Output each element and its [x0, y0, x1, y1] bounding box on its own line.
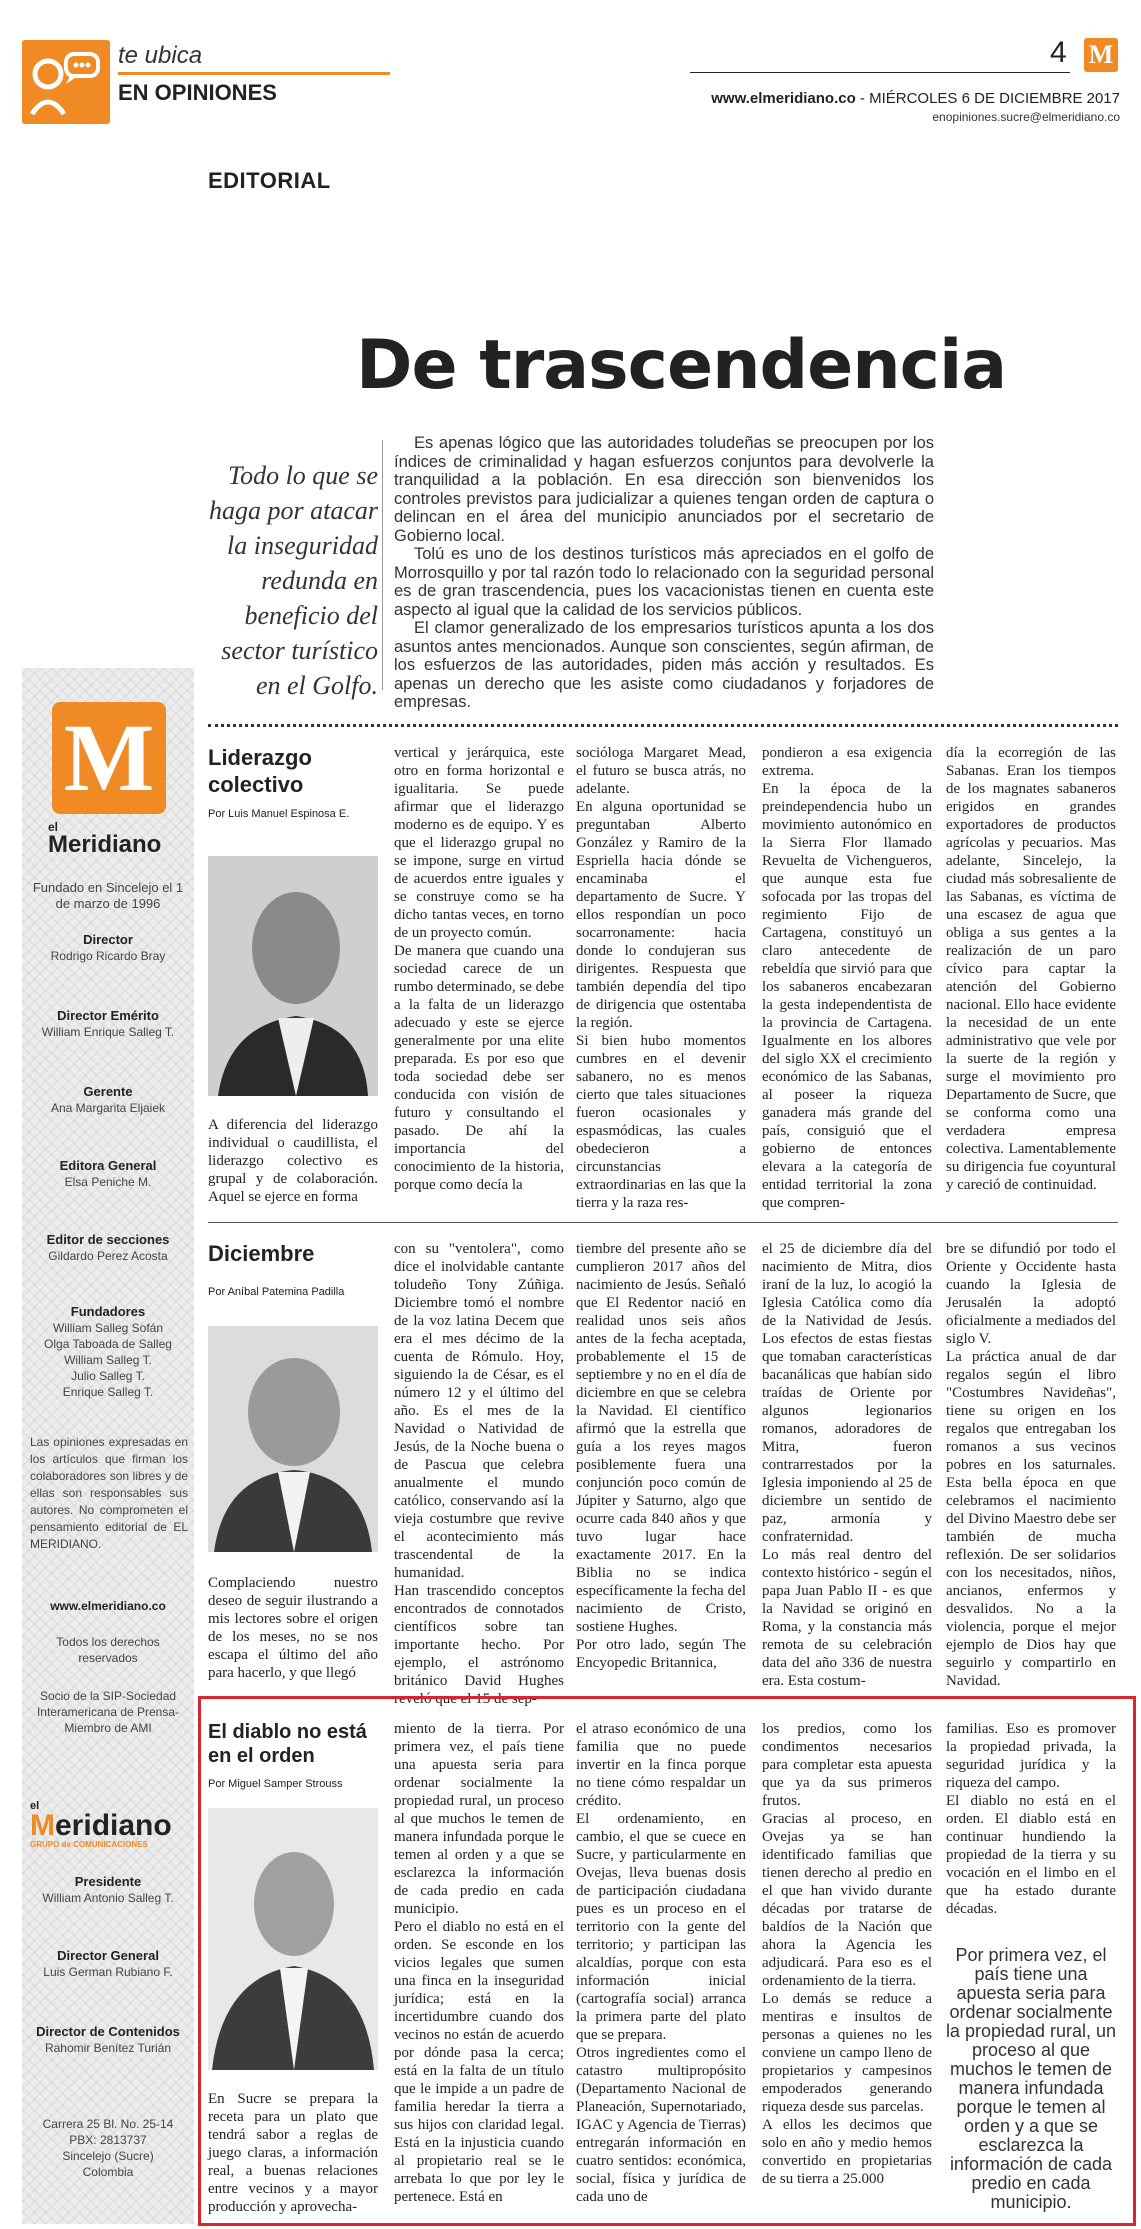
article-byline: Por Luis Manuel Espinosa E. [208, 808, 350, 820]
section-name: EN OPINIONES [118, 80, 277, 105]
founded-note: Fundado en Sincelejo el 1 de marzo de 1996 [32, 880, 184, 911]
article-column: bre se difundió por todo el Oriente y Occidente hasta cuando la Iglesia de Jerusalén la adoptó oficialmente a mediados del siglo V. La práctica anual de dar regalos según el libro "Costumbres Navideñas", tiene su origen en los regalos que entregaban los romanos a sus vecinos pobres en los saturnales. Esta bella época en que celebramos el nacimiento del Divino Maestro debe ser también de mucha reflexión. De ser solidarios con los necesitados, niños, ancianos, enfermos y desvalidos. No a la violencia, porque el mejor ejemplo de Dios hay que seguirlo y compartirlo en Navidad. [946, 1241, 1116, 1689]
section-logo [22, 40, 110, 124]
author-photo [208, 856, 378, 1096]
editorial-separator [208, 724, 1118, 727]
article-separator [208, 1222, 1118, 1223]
editorial-paragraph: Es apenas lógico que las autoridades toludeñas se preocupen por los índices de criminalidad y hagan esfuerzos conjuntos para devolverle la tranquilidad a la población. En esa dirección son bienvenidos los controles previstos para judicializar a quienes tengan orden de captura o delincan en el área del municipio anunciados por el secretario de Gobierno local. [394, 434, 934, 545]
staff-editora-general: Editora General Elsa Peniche M. [59, 1158, 157, 1189]
author-portrait-icon [208, 856, 378, 1096]
founders: Fundadores William Salleg Sofán Olga Taboada de Salleg William Salleg T. Julio Salleg T. Enrique Salleg T. [44, 1304, 172, 1399]
editorial-pullquote: Todo lo que se haga por atacar la inseguridad redunda en beneficio del sector turístico en el Golfo. [209, 461, 378, 700]
editorial-headline: De trascendencia [356, 326, 1007, 405]
editorial-label: EDITORIAL [208, 168, 331, 193]
article-column: con su "ventolera", como dice el inolvidable cantante toludeño Tony Zúñiga. Diciembre tomó el nombre de la voz latina Decem que era el mes décimo de la cuenta de Rómulo. Hoy, siguiendo la de César, es el número 12 y el último del año. Es el mes de la Navidad o Natividad de Jesús, de la Noche buena o de Pascua que celebra anualmente el mundo católico, conservando así la vieja costumbre que revive el acontecimiento más trascendental de la humanidad. Han trascendido conceptos encontrados de connotados científicos sobre tan importante hecho. Por ejemplo, el astrónomo británico David Hughes reveló que el 15 de sep- [394, 1241, 564, 1707]
article-lead: A diferencia del liderazgo individual o caudillista, el liderazgo colectivo es grupal y de colaboración. Aquel se ejerce en forma [208, 1117, 378, 1205]
grupo-logo: el Meridiano GRUPO de COMUNICACIONES [30, 1800, 172, 1849]
editorial-body [394, 434, 934, 712]
address: Carrera 25 Bl. No. 25-14 PBX: 2813737 Sincelejo (Sucre) Colombia [42, 2117, 174, 2179]
staff-editor-secciones: Editor de secciones Gildardo Perez Acosta [46, 1232, 170, 1263]
author-portrait-icon [208, 1326, 378, 1552]
site-url[interactable]: www.elmeridiano.co [711, 90, 856, 107]
staff-director: Director Rodrigo Ricardo Bray [50, 932, 166, 963]
page-number: 4 [1050, 36, 1067, 69]
article-pullquote: Por primera vez, el país tiene una apuesta seria para ordenar socialmente la propiedad rural, un proceso al que muchos le temen de manera infundada porque le temen al orden y a que se esclarezca la información de cada predio en cada municipio. [945, 1945, 1117, 2212]
sip-membership: Socio de la SIP-Sociedad Interamericana de Prensa-Miembro de AMI [36, 1689, 180, 1735]
author-portrait-icon [208, 1808, 378, 2070]
article-column: tiembre del presente año se cumplieron 2017 años del nacimiento de Jesús. Señaló que El Redentor nació en realidad unos seis años antes de la fecha aceptada, probablemente el 15 de septiembre y no en el día de diciembre en que se celebra la Navidad. El científico afirmó que la estrella que guía a los reyes magos posiblemente fuera una conjunción poco común de Júpiter y Saturno, algo que ocurre cada 840 años y que tuvo lugar hace exactamente 2017. En la Biblia no se indica específicamente la fecha del nacimiento de Cristo, sostiene Hughes. Por otro lado, según The Encyopedic Britannica, [576, 1241, 746, 1671]
article-column: día la ecorregión de las Sabanas. Eran los tiempos de los magnates sabaneros erigidos en grandes exportadores de productos agrícolas y pecuarios. Mas adelante, Sincelejo, la ciudad más sobresaliente de las Sabanas, es víctima de una escasez de agua que obliga a sus gentes a la realización de un paro cívico para captar la atención del Gobierno nacional. Ello hace evidente la necesidad de un ente administrativo que vele por la suerte de la región y surge el movimiento pro Departamento de Sucre, que se conforma como una verdadera empresa colectiva. Lamentablemente su dirigencia fue coyuntural y careció de continuidad. [946, 745, 1116, 1193]
staff-director-general: Director General Luis German Rubiano F. [43, 1948, 173, 1979]
article-column: socióloga Margaret Mead, el futuro se busca atrás, no adelante. En alguna oportunidad se preguntaban Alberto González y Ramiro de la Espriella hacia dónde se encaminaba el departamento de Sucre. Y ellos respondían un poco socarronamente: hacia donde lo condujeran sus dirigentes. Respuesta que también dependía del tipo de dirigencia que ostentaba la región. Si bien hubo momentos cumbres en el devenir sabanero, no es menos cierto que tales situaciones fueron ocasionales y espasmódicas, las cuales obedecieron a circunstancias extraordinarias en las que la tierra y la raza res- [576, 745, 746, 1211]
article-column: los predios, como los condimentos necesarios para completar esta apuesta que ya da sus primeros frutos. Gracias al proceso, en Ovejas ya se han identificado familias que tienen derecho al predio en el que han vivido durante décadas por tratarse de baldíos de la Nación que ahora la Agencia les adjudicará. Para eso es el ordenamiento de la tierra. Lo demás se reduce a mentiras e insultos de personas a quienes no les conviene un campo lleno de propietarios y campesinos empoderados generando riqueza desde sus parcelas. A ellos les decimos que solo en año y medio hemos convertido en propietarias de su tierra a 25.000 [762, 1721, 932, 2187]
disclaimer: Las opiniones expresadas en los artículos que firman los colaboradores son libres y de ellas son responsables sus autores. No comprometen el pensamiento editorial de EL MERIDIANO. [30, 1435, 188, 1551]
article-title: Diciembre [208, 1241, 315, 1266]
brand-wordmark [48, 820, 178, 856]
header-rule [690, 72, 1070, 73]
author-photo [208, 1808, 378, 2070]
article-column: vertical y jerárquica, este otro en forma horizontal e igualitaria. Se puede afirmar que el liderazgo moderno es de equipo. Y es que el liderazgo grupal no se impone, surge en virtud de acuerdos entre iguales y se construye como se ha dicho tantas veces, en torno de un proyecto común. De manera que cuando una sociedad carece de un rumbo determinado, se debe a la falta de un liderazgo adecuado y este se ejerce generalmente por una elite preparada. Es por eso que toda sociedad debe ser conducida con visión de futuro y consultando el pasado. De ahí la importancia del conocimiento de la historia, porque como decía la [394, 745, 564, 1193]
staff-director-contenidos: Director de Contenidos Rahomir Benítez Turián [36, 2024, 180, 2055]
editorial-divider [382, 440, 383, 690]
author-photo [208, 1326, 378, 1552]
brand-el: el [48, 820, 59, 834]
article-column: pondieron a esa exigencia extrema. En la época de la preindependencia hubo un movimiento autonómico en la Sierra Flor llamado Revuelta de Vichengueros, que aunque esta fue sofocada por las tropas del regimiento Fijo de Cartagena, constituyó un claro antecedente de rebeldía que sirvió para que los sabaneros encabezaran la gesta independentista de la provincia de Cartagena. Igualmente en los albores del siglo XX el crecimiento económico de las Sabanas, al poseer la riqueza ganadera más grande del país, consiguió que el gobierno de entonces elevara a la categoría de entidad territorial la zona que compren- [762, 745, 932, 1211]
article-column: familias. Eso es promover la propiedad privada, la seguridad jurídica y la riqueza del campo. El diablo no está en el orden. El diablo está en continuar hundiendo la propiedad de la tierra y su vocación en el limbo en el que ha estado durante décadas. [946, 1721, 1116, 1917]
contact-email[interactable]: enopiniones.sucre@elmeridiano.co [932, 110, 1120, 124]
article-title: Liderazgo colectivo [208, 745, 312, 797]
article-column: miento de la tierra. Por primera vez, el país tiene una apuesta seria para ordenar socialmente la propiedad rural, un proceso al que muchos le temen de manera infundada porque le temen al orden y a que se esclarezca la información de cada predio en cada municipio. Pero el diablo no está en el orden. Se esconde en los vicios legales que sumen una finca en la inseguridad jurídica; está en la incertidumbre cuando dos vecinos no están de acuerdo por dónde pasa la cerca; está en la falta de un título que le impide a un padre de familia heredar la tierra a sus hijos con claridad legal. Está en la injusticia cuando al propietario real se le arrebata lo que por ley le pertenece. Está en [394, 1721, 564, 2205]
article-title: El diablo no está en el orden [208, 1721, 367, 1767]
kicker-underline [118, 72, 390, 75]
editorial-paragraph: Tolú es uno de los destinos turísticos más apreciados en el golfo de Morrosquillo y por tal razón todo lo relacionado con la seguridad personal es de gran trascendencia, pues los vacacionistas tienen en cuenta este aspecto al igual que la calidad de los servicios públicos. [394, 545, 934, 619]
meridiano-logo: M [52, 702, 166, 814]
sidebar-website[interactable]: www.elmeridiano.co [50, 1599, 166, 1613]
section-kicker: te ubica [118, 42, 203, 69]
masthead-sidebar [22, 668, 194, 2224]
article-byline: Por Miguel Samper Strouss [208, 1778, 343, 1790]
rights-note: Todos los derechos reservados [56, 1635, 160, 1665]
article-column: el atraso económico de una familia que no puede invertir en la finca porque no tiene cómo respaldar un crédito. El ordenamiento, en cambio, el que se cuece en Sucre, y particularmente en Ovejas, lleva buenas dosis de participación ciudadana pues es un proceso en el territorio con la gente del territorio; y participan las alcaldías, porque con esta información inicial (cartografía social) arranca la primera parte del plato que se prepara. Otros ingredientes como el catastro multipropósito (Departamento Nacional de Planeación, Supernotariado, IGAC y Agencia de Tierras) entregarán información en cuatro sentidos: económica, social, física y jurídica de cada uno de [576, 1721, 746, 2205]
meridiano-mini-logo: M [1084, 38, 1118, 72]
brand-name: Meridiano [48, 831, 162, 858]
article-lead: Complaciendo nuestro deseo de seguir ilustrando a mis lectores sobre el origen de los meses, no se nos escapa el último del año para hacerlo, y que llegó [208, 1575, 378, 1681]
staff-gerente: Gerente Ana Margarita Eljaiek [50, 1084, 166, 1115]
article-column: el 25 de diciembre día del nacimiento de Mitra, dios iraní de la luz, lo acogió la Iglesia Católica como día de la Natividad de Jesús. Los efectos de estas fiestas que tomaban características bacanálicas que habían sido traídas de Oriente por algunos legionarios romanos, adoradores de Mitra, fueron contrarrestados por la Iglesia imponiendo al 25 de diciembre un sentido de paz, armonía y confraternidad. Lo más real dentro del contexto histórico - según el papa Juan Pablo II - es que la Navidad se originó en Roma, y la constancia más remota de su celebración data del año 336 de nuestra era. Esta costum- [762, 1241, 932, 1689]
issue-date: - MIÉRCOLES 6 DE DICIEMBRE 2017 [855, 90, 1120, 107]
staff-presidente: Presidente William Antonio Salleg T. [42, 1874, 174, 1905]
staff-director-emerito: Director Emérito William Enrique Salleg T. [41, 1008, 175, 1039]
article-lead: En Sucre se prepara la receta para un plato que tendrá sabor a reglas de juego claras, a información real, a buenas relaciones entre vecinos y a mayor producción y aprovecha- [208, 2091, 378, 2215]
dateline [690, 90, 1120, 107]
article-byline: Por Aníbal Patemina Padilla [208, 1286, 345, 1298]
speech-bubble-icon [22, 40, 110, 124]
editorial-paragraph: El clamor generalizado de los empresarios turísticos apunta a los dos asuntos antes mencionados. Aunque son conscientes, según afirman, de los esfuerzos de las autoridades, piden más acción y resultados. Es apenas un derecho que les asiste como ciudadanos y forjadores de empresas. [394, 619, 934, 711]
